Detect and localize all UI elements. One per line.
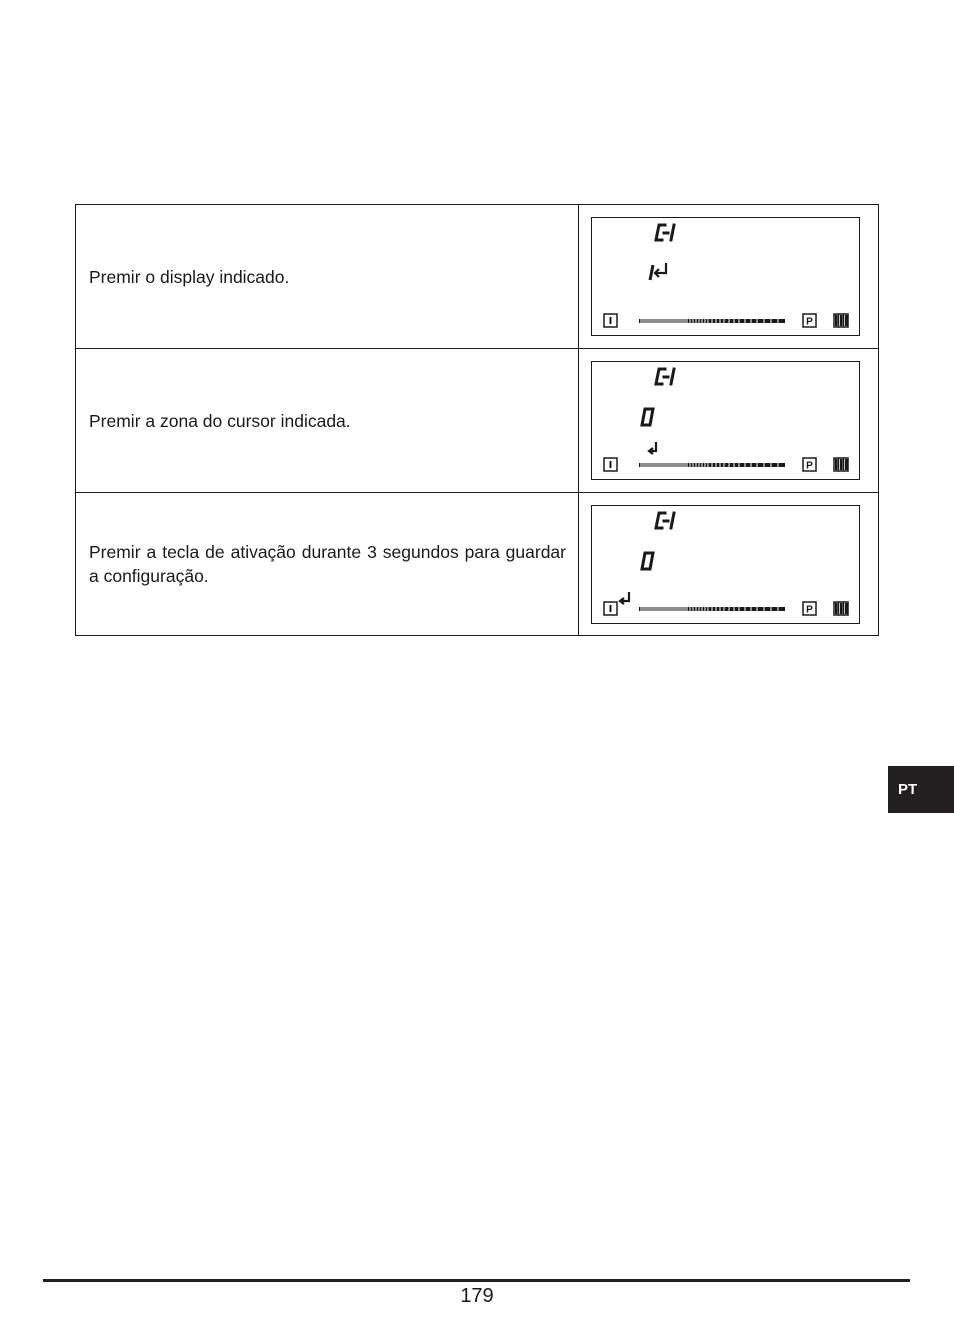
- svg-text:P: P: [806, 316, 813, 328]
- language-tab: PT: [888, 766, 954, 813]
- steps-table: [75, 204, 879, 636]
- step-row-1: [76, 205, 878, 349]
- step-1-display-cell: [579, 205, 878, 348]
- step-3-text-cell: [76, 493, 579, 635]
- step-3-lcd-graphic: [592, 506, 859, 623]
- p-box-icon: [803, 602, 816, 616]
- enter-arrow-icon: [649, 442, 656, 454]
- svg-text:P: P: [806, 604, 813, 616]
- segment-bars-icon: [834, 602, 848, 615]
- segment-bars-icon: [834, 458, 848, 471]
- i-box-icon: [604, 314, 617, 327]
- step-3-instruction: Premir a tecla de ativação durante 3 segundos para guardar a configuração.: [89, 542, 566, 586]
- step-1-instruction: Premir o display indicado.: [89, 266, 290, 287]
- step-1-lcd-display: [591, 217, 860, 336]
- footer-rule: [43, 1279, 910, 1282]
- segment-bars-icon: [834, 314, 848, 327]
- display-code-c1: [656, 369, 674, 384]
- step-1-lcd-graphic: [592, 218, 859, 335]
- step-row-3: [76, 493, 878, 635]
- i-box-icon: [604, 458, 617, 471]
- display-code-c1: [656, 513, 674, 528]
- step-row-2: [76, 349, 878, 493]
- step-2-instruction: Premir a zona do cursor indicada.: [89, 410, 351, 431]
- step-3-display-cell: [579, 493, 878, 635]
- step-2-text-cell: [76, 349, 579, 492]
- display-code-c1: [656, 225, 674, 240]
- p-box-icon: [803, 458, 816, 472]
- step-2-display-cell: [579, 349, 878, 492]
- enter-arrow-icon: [655, 263, 666, 277]
- step-3-lcd-display: [591, 505, 860, 624]
- enter-arrow-icon: [620, 592, 629, 604]
- svg-text:P: P: [806, 460, 813, 472]
- step-2-lcd-graphic: [592, 362, 859, 479]
- display-value-zero: [642, 553, 653, 569]
- display-value-zero: [642, 409, 653, 425]
- display-value-one: [650, 265, 653, 280]
- p-box-icon: [803, 314, 816, 328]
- step-2-lcd-display: [591, 361, 860, 480]
- page-number: 179: [460, 1285, 494, 1307]
- step-1-text-cell: [76, 205, 579, 348]
- i-box-icon: [604, 602, 617, 615]
